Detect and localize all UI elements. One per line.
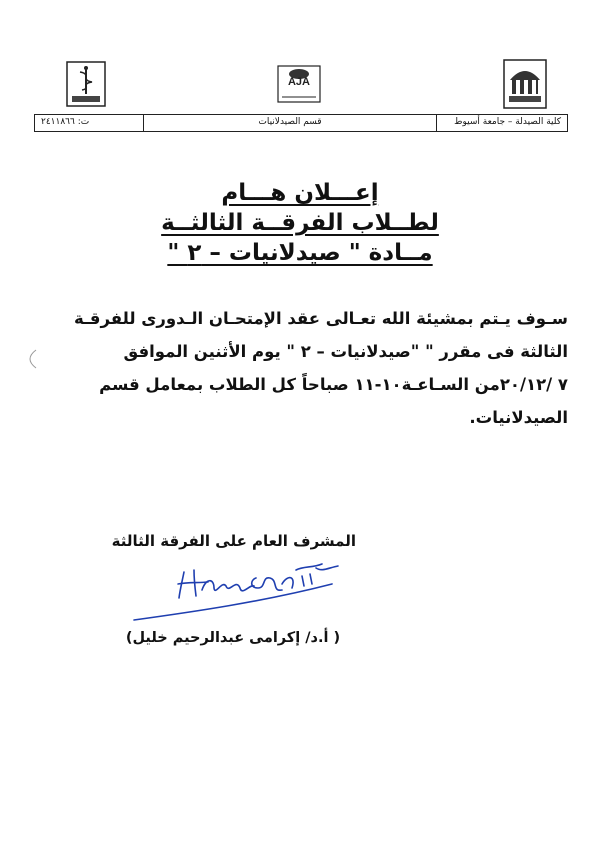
body-line-3: ٧ /٢٠/١٢من السـاعـة١٠-١١ صباحاً كل الطلاب بمعامل قسم bbox=[99, 375, 568, 394]
title-line-1: إعـــلان هـــام bbox=[221, 180, 379, 206]
faculty-name: كلية الصيدلة – جامعة أسيوط bbox=[436, 115, 567, 131]
aja-logo-text: AJA bbox=[287, 76, 310, 88]
aja-logo bbox=[274, 64, 324, 106]
handwritten-signature bbox=[132, 556, 352, 624]
title-line-3: مــادة " صيدلانيات – ٢ " bbox=[167, 240, 433, 266]
faculty-emblem-icon bbox=[64, 60, 108, 108]
body-line-4: الصيدلانيات. bbox=[469, 408, 568, 427]
body-line-1: سـوف يـتم بمشيئة الله تعـالى عقد الإمتحـان الـدورى للفرقـة bbox=[74, 309, 568, 328]
supervisor-name: ( أ.د/ إكرامى عبدالرحيم خليل) bbox=[125, 630, 341, 646]
title-line-2: لطــلاب الفرقــة الثالثــة bbox=[161, 210, 439, 236]
punch-mark bbox=[22, 348, 38, 370]
department-name: قسم الصيدلانيات bbox=[143, 115, 436, 131]
phone-number: ت: ٢٤١١٨٦٦ bbox=[41, 117, 90, 127]
announcement-body bbox=[40, 302, 568, 434]
body-line-2: الثالثة فى مقرر " "صيدلانيات – ٢ " يوم الأثنين الموافق bbox=[123, 342, 568, 361]
announcement-title bbox=[150, 178, 450, 268]
supervisor-title: المشرف العام على الفرقة الثالثة bbox=[111, 532, 356, 550]
university-emblem-icon bbox=[500, 58, 550, 110]
letterhead-bar bbox=[34, 114, 568, 132]
